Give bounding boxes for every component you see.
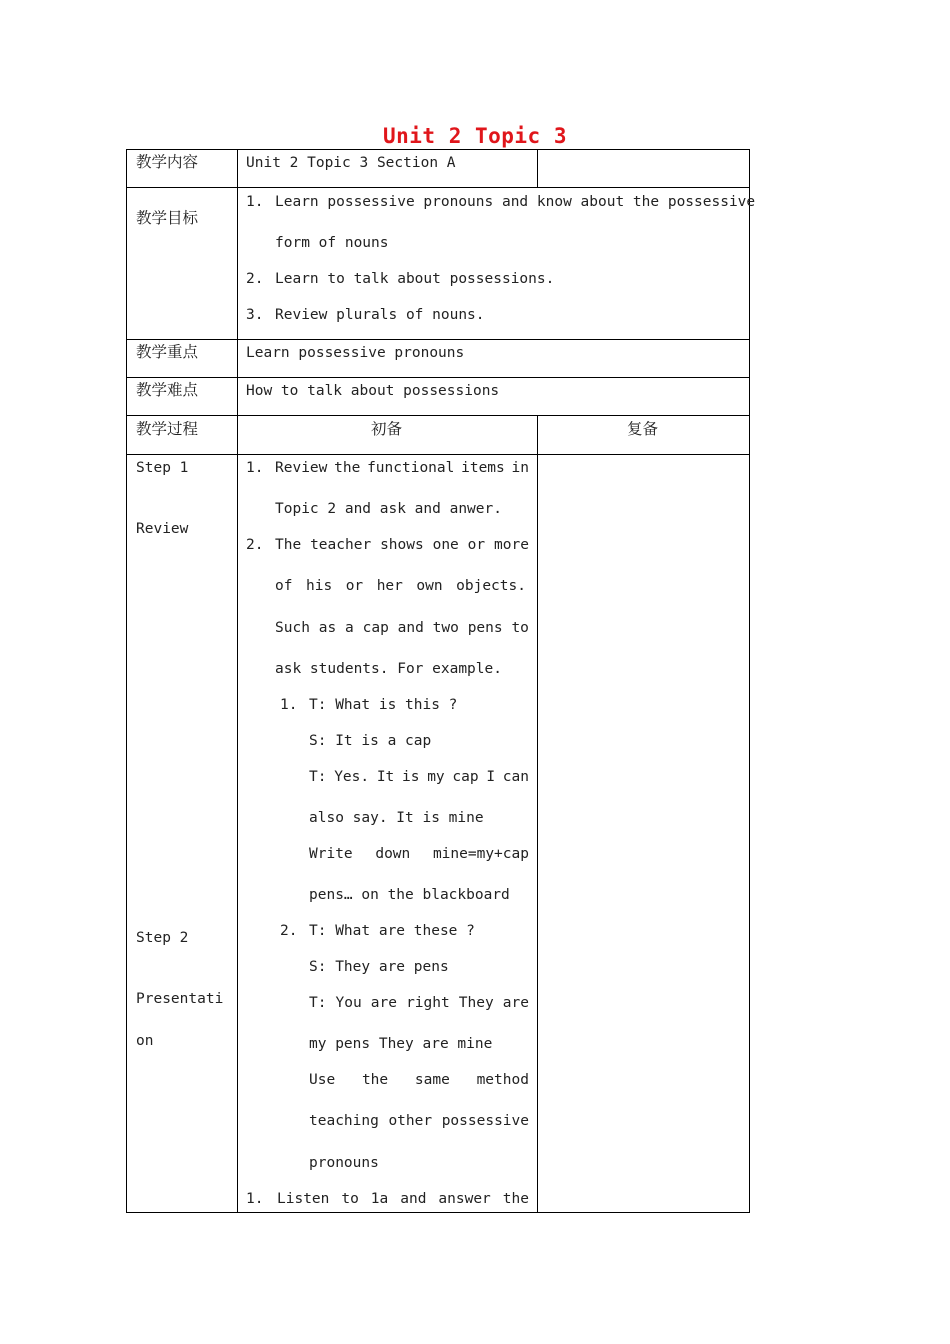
objective-number: 3. — [246, 307, 264, 323]
dialog-line: T: Yes. It is my cap I can — [309, 769, 529, 785]
difficulties-label: 教学难点 — [136, 381, 199, 399]
page-title: Unit 2 Topic 3 — [382, 124, 567, 148]
body-line: Such as a cap and two pens to — [275, 620, 529, 636]
dialog-line: S: They are pens — [309, 959, 449, 975]
objective-text: Learn to talk about possessions. — [275, 271, 555, 287]
body-line: of his or her own objects. — [275, 578, 526, 594]
dialog-line: Use the same method — [309, 1072, 529, 1088]
objectives-label: 教学目标 — [136, 209, 199, 227]
objective-number: 2. — [246, 271, 264, 287]
dialog-number: 2. — [280, 923, 298, 939]
dialog-line: T: You are right They are — [309, 995, 529, 1011]
dialog-line: T: What are these ? — [309, 923, 475, 939]
objective-number: 1. — [246, 194, 264, 210]
body-line: Review the functional items in — [275, 460, 529, 476]
process-label: 教学过程 — [136, 420, 199, 438]
key-points-label: 教学重点 — [136, 343, 199, 361]
step-name: Presentati — [136, 991, 224, 1007]
item-number: 1. — [246, 1191, 264, 1207]
difficulties-value: How to talk about possessions — [246, 383, 500, 399]
dialog-line: also say. It is mine — [309, 810, 484, 826]
body-line: Topic 2 and ask and anwer. — [275, 501, 502, 517]
step-name: Review — [136, 521, 189, 537]
step-name: on — [136, 1033, 154, 1049]
content-value: Unit 2 Topic 3 Section A — [246, 155, 456, 171]
column-header-draft: 初备 — [371, 420, 403, 438]
step-title: Step 1 — [136, 460, 189, 476]
body-line: The teacher shows one or more — [275, 537, 529, 553]
item-number: 2. — [246, 537, 264, 553]
dialog-number: 1. — [280, 697, 298, 713]
body-line: ask students. For example. — [275, 661, 502, 677]
dialog-line: Write down mine=my+cap — [309, 846, 529, 862]
body-line: Listen to 1a and answer the — [277, 1191, 529, 1207]
content-label: 教学内容 — [136, 153, 199, 171]
dialog-line: pronouns — [309, 1155, 379, 1171]
step-title: Step 2 — [136, 930, 189, 946]
key-points-value: Learn possessive pronouns — [246, 345, 465, 361]
dialog-line: pens… on the blackboard — [309, 887, 510, 903]
dialog-line: teaching other possessive — [309, 1113, 529, 1129]
dialog-line: my pens They are mine — [309, 1036, 493, 1052]
dialog-line: T: What is this ? — [309, 697, 458, 713]
objective-text: form of nouns — [275, 235, 389, 251]
item-number: 1. — [246, 460, 264, 476]
column-header-review: 复备 — [627, 420, 659, 438]
objective-text: Review plurals of nouns. — [275, 307, 485, 323]
dialog-line: S: It is a cap — [309, 733, 432, 749]
objective-text: Learn possessive pronouns and know about the possessive — [275, 194, 756, 210]
